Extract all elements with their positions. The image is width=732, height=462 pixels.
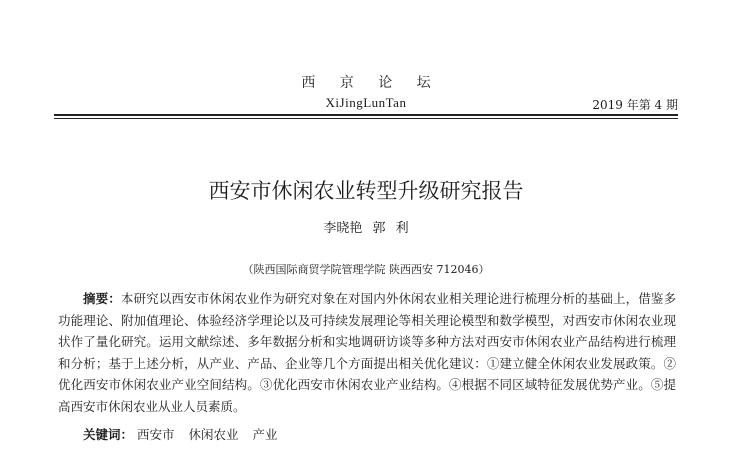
keyword: 西安市 <box>137 427 175 442</box>
keywords <box>83 426 288 444</box>
keyword: 休闲农业 <box>188 427 239 442</box>
journal-name: 西 京 论 坛 <box>301 75 441 91</box>
issue-number: 2019 年第 4 期 <box>592 98 678 112</box>
abstract-text: 本研究以西安市休闲农业作为研究对象在对国内外休闲农业相关理论进行梳理分析的基础上，借鉴多功能理论、附加值理论、体验经济学理论以及可持续发展理论等相关理论模型和数学模型，对西安市休闲农业现状作了量化研究。运用文献综述、多年数据分析和实地调研访谈等多种方法对西安市休闲农业产品结构进行梳理和分析；基于上述分析，从产业、产品、企业等几个方面提出相关优化建议：①建立健全休闲农业发展政策。②优化西安市休闲农业产业空间结构。③优化西安市休闲农业产业结构。④根据不同区域特征发展优势产业。⑤提高西安市休闲农业从业人员素质。 <box>58 291 676 414</box>
keyword: 产业 <box>252 427 278 442</box>
abstract-label: 摘要： <box>83 291 121 306</box>
article-authors: 李晓艳 郭 利 <box>323 221 409 236</box>
article-title: 西安市休闲农业转型升级研究报告 <box>208 179 524 203</box>
header-rule-thick <box>54 114 678 116</box>
article-affiliation: （陕西国际商贸学院管理学院 陕西西安 712046） <box>242 263 490 276</box>
abstract <box>58 288 676 417</box>
keywords-label: 关键词： <box>83 427 134 442</box>
journal-pinyin: XiJingLunTan <box>325 95 407 110</box>
header-rule-thin <box>54 118 678 119</box>
